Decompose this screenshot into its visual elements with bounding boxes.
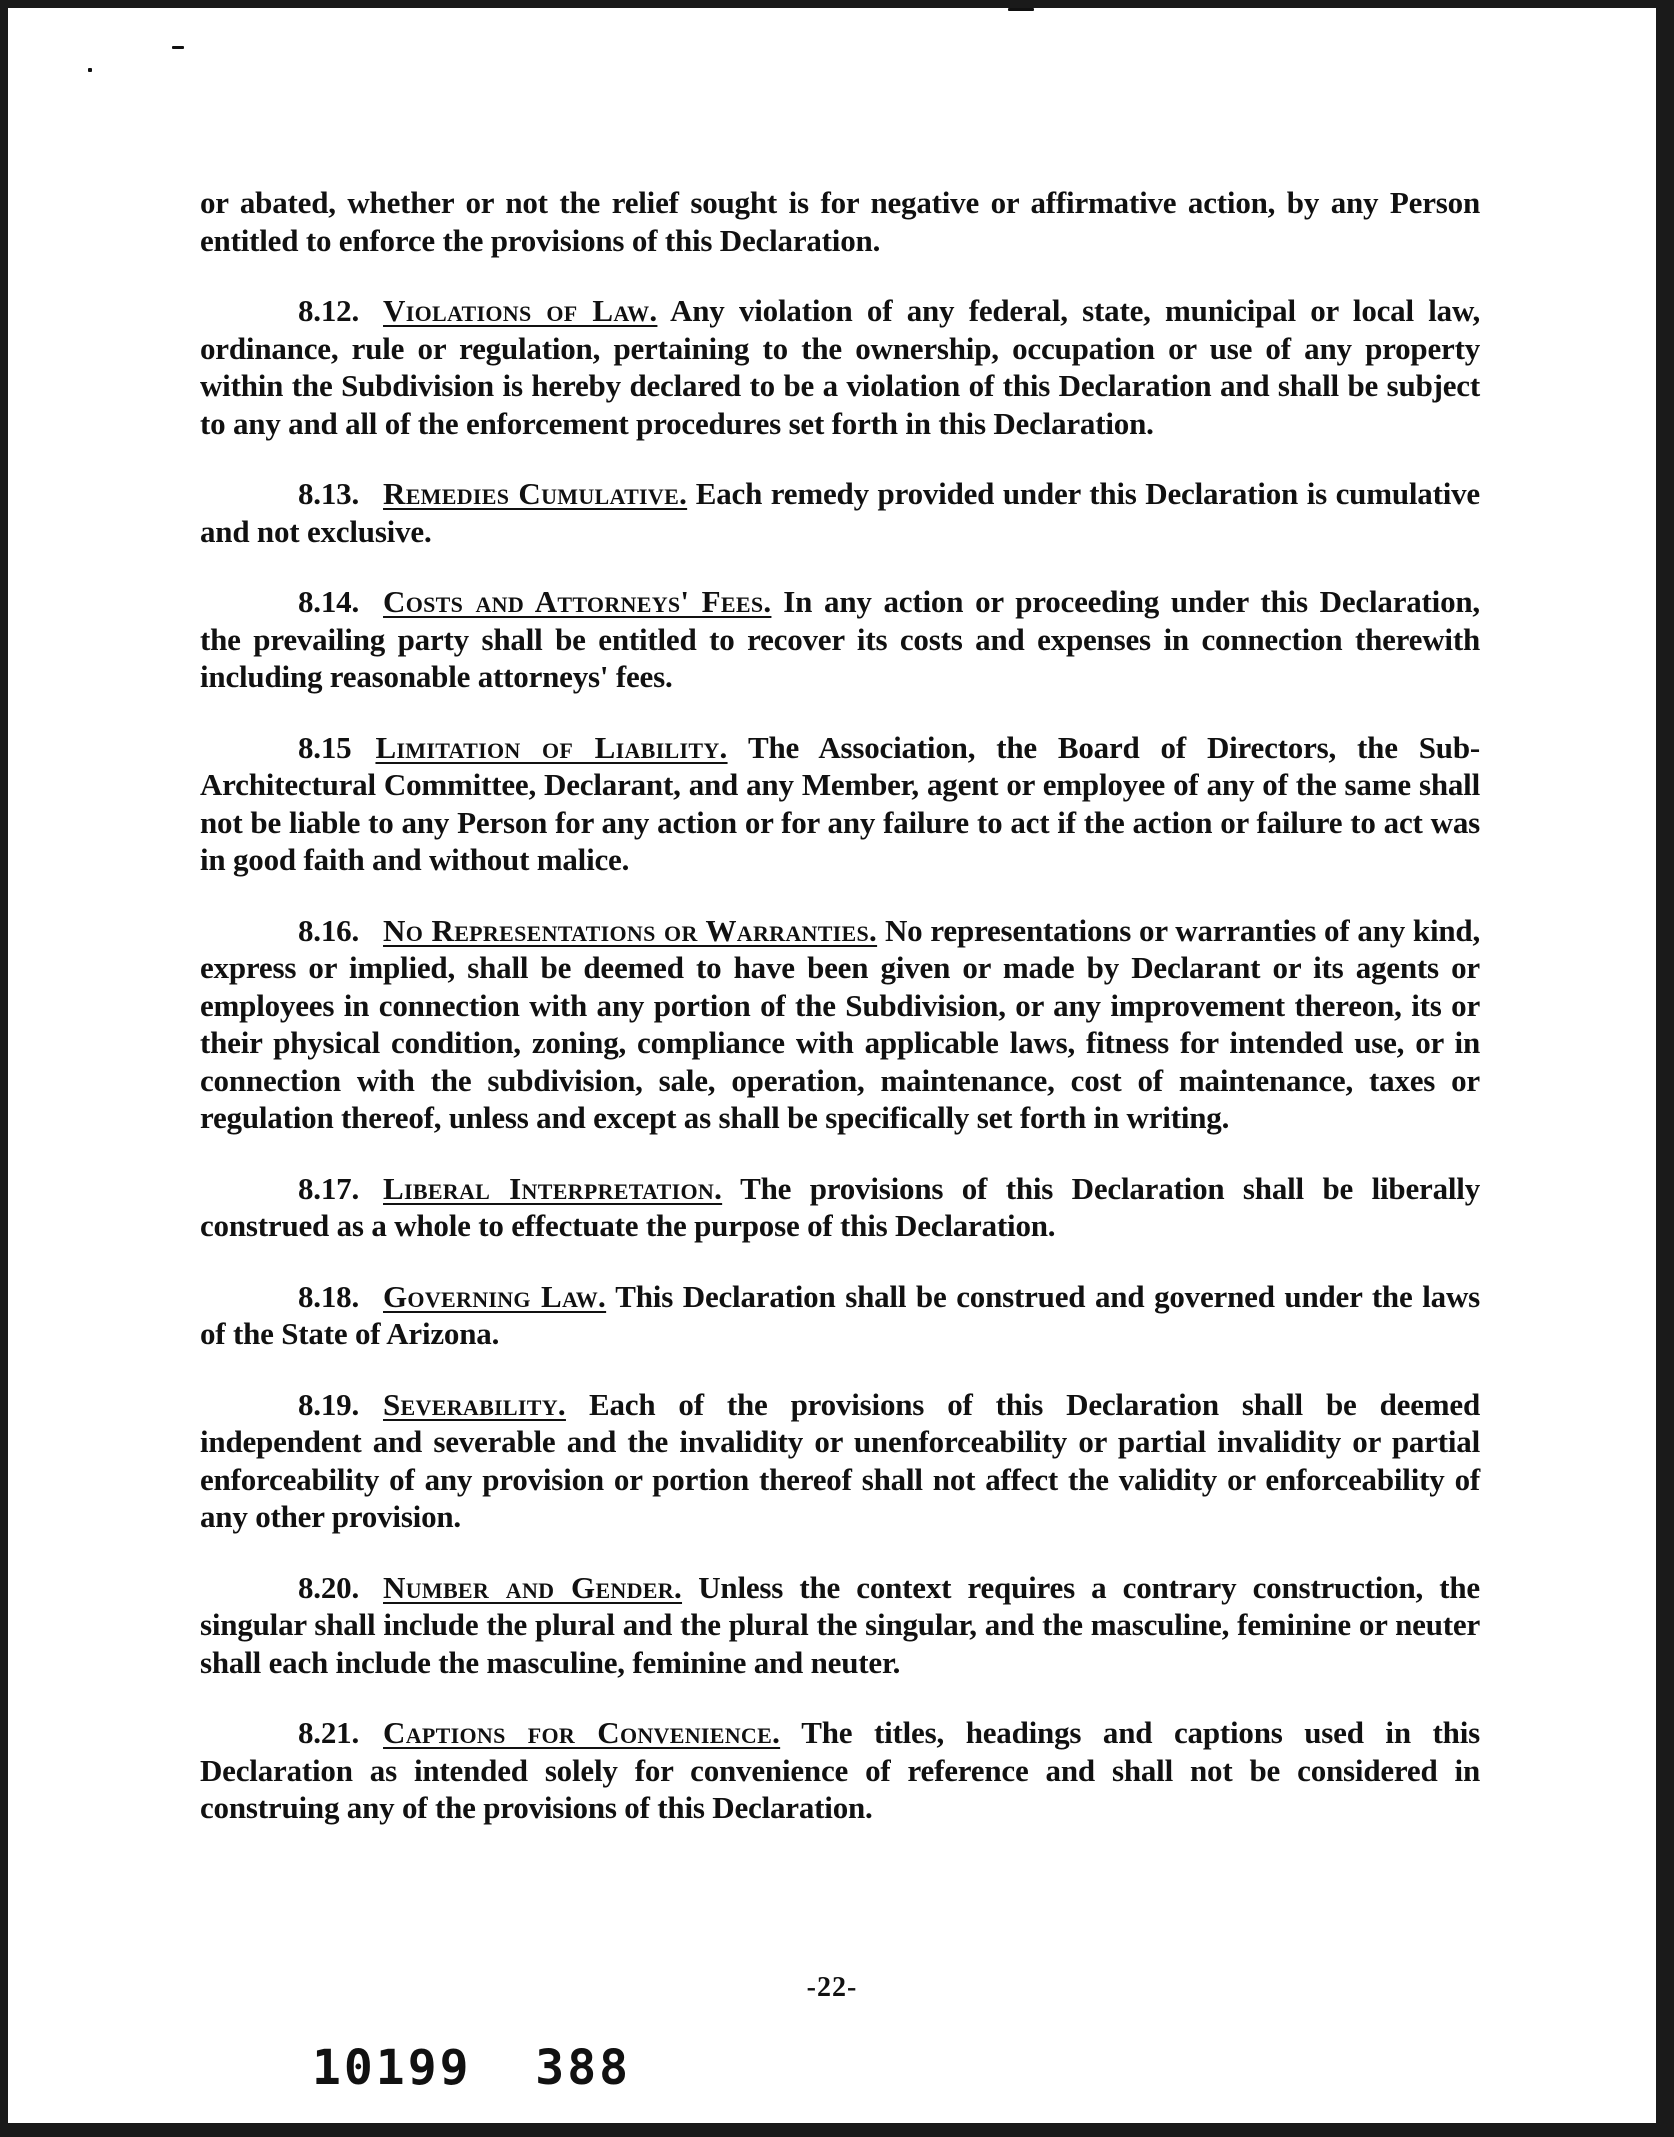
section-body: Each remedy provided under this Declaration is cumulative and not exclusive.	[200, 476, 1480, 549]
section-heading: No Representations or Warranties.	[383, 912, 878, 948]
section-heading: Violations of Law.	[383, 293, 658, 328]
continuation-paragraph: or abated, whether or not the relief sought is for negative or affirmative action, by any Person entitled to enforce the provisions of this Declaration.	[200, 185, 1480, 258]
section-number: 8.16.	[298, 912, 360, 948]
section-number: 8.14.	[298, 584, 360, 619]
section-number: 8.20.	[298, 1569, 360, 1605]
section-body: Each of the provisions of this Declaration shall be deemed independent and severable and the invalidity or unenforceability or partial invalidity or partial enforceability of any provision or portion thereof shall not affect the validity or enforceability of any other provision.	[200, 1386, 1480, 1534]
section-heading: Severability.	[383, 1386, 566, 1422]
section-8-19	[200, 1386, 1480, 1536]
section-number: 8.15	[298, 729, 352, 765]
scan-speck-left-margin	[88, 68, 92, 72]
section-body: Any violation of any federal, state, municipal or local law, ordinance, rule or regulation, pertaining to the ownership, occupation or use of any property within the Subdivision is hereby declared to be a violation of this Declaration and shall be subject to any and all of the enforcement procedures set forth in this Declaration.	[200, 293, 1480, 441]
section-8-15	[200, 729, 1480, 879]
section-number: 8.21.	[298, 1715, 360, 1750]
section-8-16	[200, 912, 1480, 1137]
scan-speck-top-left	[172, 46, 184, 49]
section-body: In any action or proceeding under this Declaration, the prevailing party shall be entitled to recover its costs and expenses in connection therewith including reasonable attorneys' fees.	[200, 584, 1480, 694]
section-heading: Governing Law.	[383, 1278, 607, 1314]
section-number: 8.13.	[298, 476, 360, 511]
section-8-12	[200, 292, 1480, 442]
section-body: No representations or warranties of any kind, express or implied, shall be deemed to have been given or made by Declarant or its agents or employees in connection with any portion of the Subdivision, or any improvement thereon, its or their physical condition, zoning, compliance with applicable laws, fitness for intended use, or in connection with the subdivision, sale, operation, maintenance, cost of maintenance, taxes or regulation thereof, unless and except as shall be specifically set forth in writing.	[200, 912, 1480, 1135]
section-number: 8.19.	[298, 1386, 360, 1422]
section-body: The titles, headings and captions used in this Declaration as intended solely for convenience of reference and shall not be considered in construing any of the provisions of this Declaration.	[200, 1715, 1480, 1825]
section-8-21	[200, 1714, 1480, 1827]
section-heading: Number and Gender.	[383, 1569, 683, 1605]
page-number: -22-	[806, 1972, 858, 2003]
section-number: 8.18.	[298, 1278, 360, 1314]
scan-speck-top-center	[1008, 8, 1034, 11]
section-heading: Captions for Convenience.	[383, 1715, 781, 1750]
section-body: Unless the context requires a contrary construction, the singular shall include the plural and the plural the singular, and the masculine, feminine or neuter shall each include the masculine, feminine and neuter.	[200, 1569, 1480, 1680]
section-number: 8.17.	[298, 1170, 360, 1206]
section-8-13	[200, 475, 1480, 550]
section-heading: Liberal Interpretation.	[383, 1170, 723, 1206]
section-heading: Remedies Cumulative.	[383, 476, 688, 511]
document-body	[200, 184, 1480, 1860]
section-8-14	[200, 583, 1480, 696]
section-8-17	[200, 1170, 1480, 1245]
section-number: 8.12.	[298, 293, 360, 328]
section-body: The provisions of this Declaration shall be liberally construed as a whole to effectuate the purpose of this Declaration.	[200, 1170, 1480, 1243]
recording-stamp: 10199 388	[312, 2040, 631, 2096]
section-8-20	[200, 1569, 1480, 1682]
section-8-18	[200, 1278, 1480, 1353]
section-body: The Association, the Board of Directors, the Sub-Architectural Committee, Declarant, and any Member, agent or employee of any of the same shall not be liable to any Person for any action or for any failure to act if the action or failure to act was in good faith and without malice.	[200, 729, 1480, 877]
section-heading: Costs and Attorneys' Fees.	[383, 584, 772, 619]
section-body: This Declaration shall be construed and governed under the laws of the State of Arizona.	[200, 1278, 1480, 1351]
document-page	[8, 8, 1656, 2123]
section-heading: Limitation of Liability.	[375, 729, 728, 765]
